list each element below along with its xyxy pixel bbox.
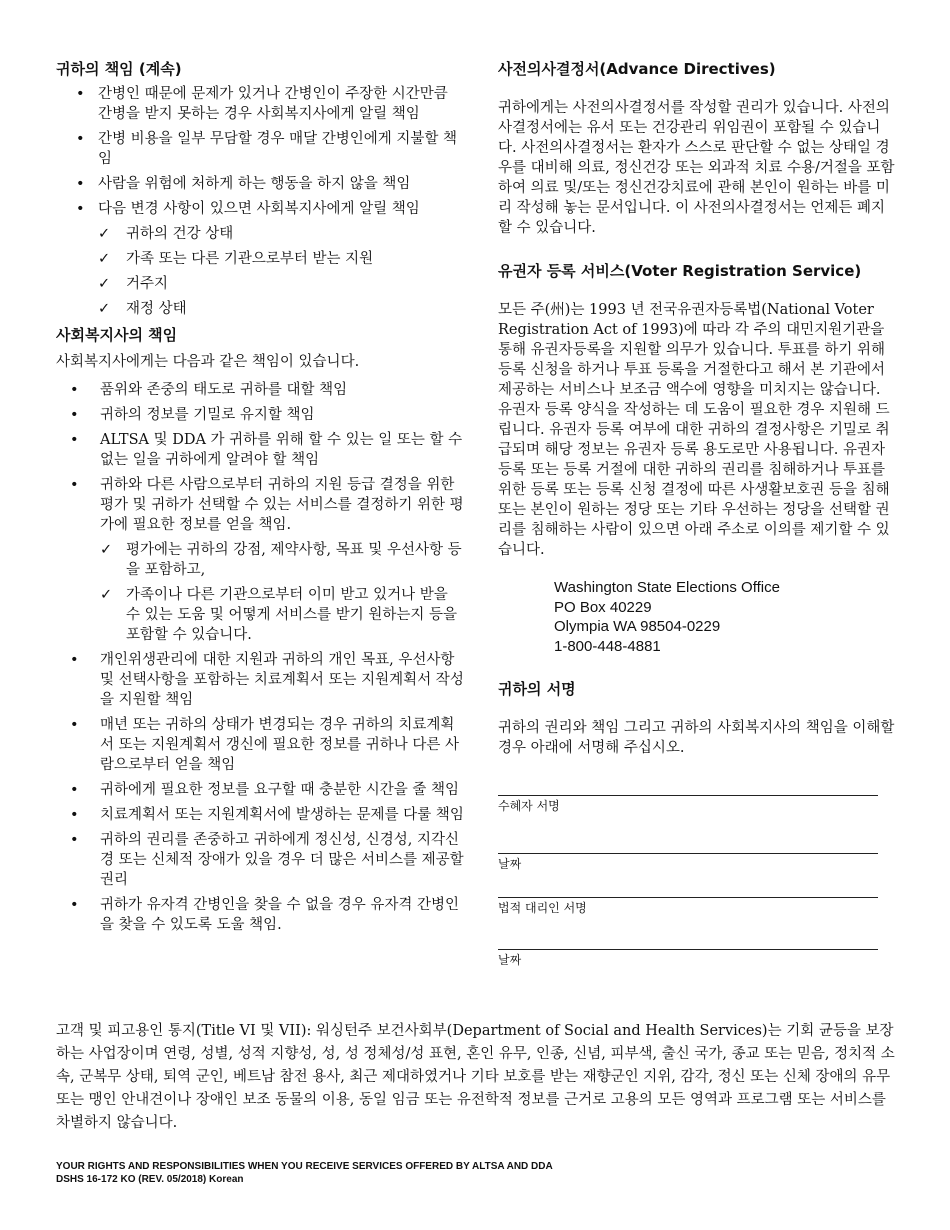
advance-directives-text: 귀하에게는 사전의사결정서를 작성할 권리가 있습니다. 사전의사결정서에는 유서 또는 건강관리 위임권이 포함될 수 있습니다. 사전의사결정서는 환자가 스스로 판단할 수 없는 상태일 경우를 대비해 의료, 정신건강 또는 외과적 치료 수용/거절을 포함하여 의료 및/또는 정신건강치료에 관해 본인이 원하는 바를 미리 작성해 놓는 문서입니다. 이 사전의사결정서는 언제든 폐지할 수 있습니다. <box>498 100 895 236</box>
list-item: • ALTSA 및 DDA 가 귀하를 위해 할 수 있는 일 또는 할 수 없는 일을 귀하에게 알려야 할 책임 <box>56 430 466 470</box>
list-item: • 귀하와 다른 사람으로부터 귀하의 지원 등급 결정을 위한 평가 및 귀하가 선택할 수 있는 서비스를 결정하기 위한 평가에 필요한 정보를 얻을 책임. <box>56 475 466 535</box>
list-item: • 간병 비용을 일부 무담할 경우 매달 간병인에게 지불할 책임 <box>56 129 466 169</box>
recipient-signature-label: 수혜자 서명 <box>498 799 560 813</box>
list-item: • 개인위생관리에 대한 지원과 귀하의 개인 목표, 우선사항 및 선택사항을 포함하는 치료계획서 또는 지원계획서 작성을 지원할 책임 <box>56 650 466 710</box>
social-worker-list <box>56 380 466 535</box>
address-line: Washington State Elections Office <box>554 579 780 596</box>
list-item: ✓ 가족 또는 다른 기관으로부터 받는 지원 <box>56 249 466 269</box>
date-line-2[interactable] <box>498 948 878 950</box>
list-item: • 귀하의 정보를 기밀로 유지할 책임 <box>56 405 466 425</box>
signature-block <box>498 794 898 968</box>
right-column <box>498 58 898 968</box>
heading-your-signature: 귀하의 서명 <box>498 680 576 698</box>
date-label-1: 날짜 <box>498 857 522 871</box>
social-worker-list-continued <box>56 650 466 935</box>
left-column <box>56 58 466 940</box>
your-responsibilities-list <box>56 84 466 219</box>
heading-your-responsibilities: 귀하의 책임 (계속) <box>56 60 182 78</box>
list-item: • 다음 변경 사항이 있으면 사회복지사에게 알릴 책임 <box>56 199 466 219</box>
heading-advance-directives: 사전의사결정서(Advance Directives) <box>498 60 776 78</box>
nondiscrimination-notice: 고객 및 피고용인 통지(Title VI 및 VII): 워싱턴주 보건사회부(Department of Social and Health Services)는 기회 균등을 보장하는 사업장이며 연령, 성별, 성적 지향성, 성, 성 정체성/성 표현, 혼인 유무, 인종, 신념, 피부색, 출신 국가, 종교 또는 믿음, 정치적 소속, 군복무 상태, 퇴역 군인, 베트남 참전 용사, 최근 제대하였거나 기타 보호를 받는 재향군인 지위, 감각, 정신 또는 신체 장애의 유무 또는 맹인 안내견이나 장애인 보조 동물의 이용, 동일 임금 또는 유전학적 정보를 근거로 고용의 모든 영역과 프로그램 또는 서비스를 차별하지 않습니다. <box>56 1023 895 1131</box>
list-item: • 간병인 때문에 문제가 있거나 간병인이 주장한 시간만큼 간병을 받지 못하는 경우 사회복지사에게 알릴 책임 <box>56 84 466 124</box>
voter-registration-text: 모든 주(州)는 1993 년 전국유권자등록법(National Voter Registration Act of 1993)에 따라 각 주의 대민지원기관을 통해 유권자등록을 지원할 의무가 있습니다. 투표를 하기 위해 등록 신청을 하거나 투표 등록을 거절한다고 해서 본 기관에서 제공하는 서비스나 보조금 액수에 영향을 미치지는 않습니다. 유권자 등록 양식을 작성하는 데 도움이 필요한 경우 지원해 드립니다. 유권자 등록 여부에 대한 귀하의 결정사항은 기밀로 취급되며 해당 정보는 유권자 등록 용도로만 사용됩니다. 유권자 등록 또는 등록 거절에 대한 귀하의 권리를 침해하거나 투표를 위한 등록 또는 등록 신청 결정에 따른 사생활보호권 등을 침해 또는 본인이 원하는 정당 또는 기타 우선하는 정당을 선택할 권리를 침해하는 사람이 있으면 아래 주소로 이의를 제기할 수 있습니다. <box>498 302 890 558</box>
list-item: ✓ 평가에는 귀하의 강점, 제약사항, 목표 및 우선사항 등을 포함하고, <box>56 540 466 580</box>
legal-representative-signature-label: 법적 대리인 서명 <box>498 901 587 915</box>
list-item: ✓ 귀하의 건강 상태 <box>56 224 466 244</box>
footer-title: YOUR RIGHTS AND RESPONSIBILITIES WHEN YOU RECEIVE SERVICES OFFERED BY ALTSA AND DDA <box>56 1161 553 1172</box>
list-item: • 품위와 존중의 태도로 귀하를 대할 책임 <box>56 380 466 400</box>
list-item: ✓ 재정 상태 <box>56 299 466 319</box>
signature-instructions: 귀하의 권리와 책임 그리고 귀하의 사회복지사의 책임을 이해할 경우 아래에 서명해 주십시오. <box>498 720 895 756</box>
list-item: • 귀하에게 필요한 정보를 요구할 때 충분한 시간을 줄 책임 <box>56 780 466 800</box>
footer-form-number: DSHS 16-172 KO (REV. 05/2018) Korean <box>56 1174 244 1185</box>
list-item: • 매년 또는 귀하의 상태가 변경되는 경우 귀하의 치료계획서 또는 지원계획서 갱신에 필요한 정보를 귀하나 다른 사람으로부터 얻을 책임 <box>56 715 466 775</box>
list-item: • 치료계획서 또는 지원계획서에 발생하는 문제를 다룰 책임 <box>56 805 466 825</box>
heading-voter-registration: 유권자 등록 서비스(Voter Registration Service) <box>498 262 862 280</box>
list-item: • 귀하가 유자격 간병인을 찾을 수 없을 경우 유자격 간병인을 찾을 수 있도록 도울 책임. <box>56 895 466 935</box>
list-item: • 사람을 위험에 처하게 하는 행동을 하지 않을 책임 <box>56 174 466 194</box>
list-item: ✓ 거주지 <box>56 274 466 294</box>
heading-social-worker-responsibilities: 사회복지사의 책임 <box>56 326 178 344</box>
list-item: ✓ 가족이나 다른 기관으로부터 이미 받고 있거나 받을 수 있는 도움 및 어떻게 서비스를 받기 원하는지 등을 포함할 수 있습니다. <box>56 585 466 645</box>
elections-office-address <box>554 578 898 656</box>
assessment-list <box>56 540 466 645</box>
form-footer <box>56 1160 553 1186</box>
address-phone: 1-800-448-4881 <box>554 637 661 655</box>
date-label-2: 날짜 <box>498 953 522 967</box>
address-line: Olympia WA 98504-0229 <box>554 618 721 635</box>
change-list <box>56 224 466 319</box>
date-line-1[interactable] <box>498 852 878 854</box>
legal-representative-signature-line[interactable] <box>498 896 878 898</box>
recipient-signature-line[interactable] <box>498 794 878 796</box>
list-item: • 귀하의 권리를 존중하고 귀하에게 정신성, 신경성, 지각신경 또는 신체적 장애가 있을 경우 더 많은 서비스를 제공할 권리 <box>56 830 466 890</box>
social-worker-intro: 사회복지사에게는 다음과 같은 책임이 있습니다. <box>56 354 360 370</box>
address-line: PO Box 40229 <box>554 598 652 616</box>
